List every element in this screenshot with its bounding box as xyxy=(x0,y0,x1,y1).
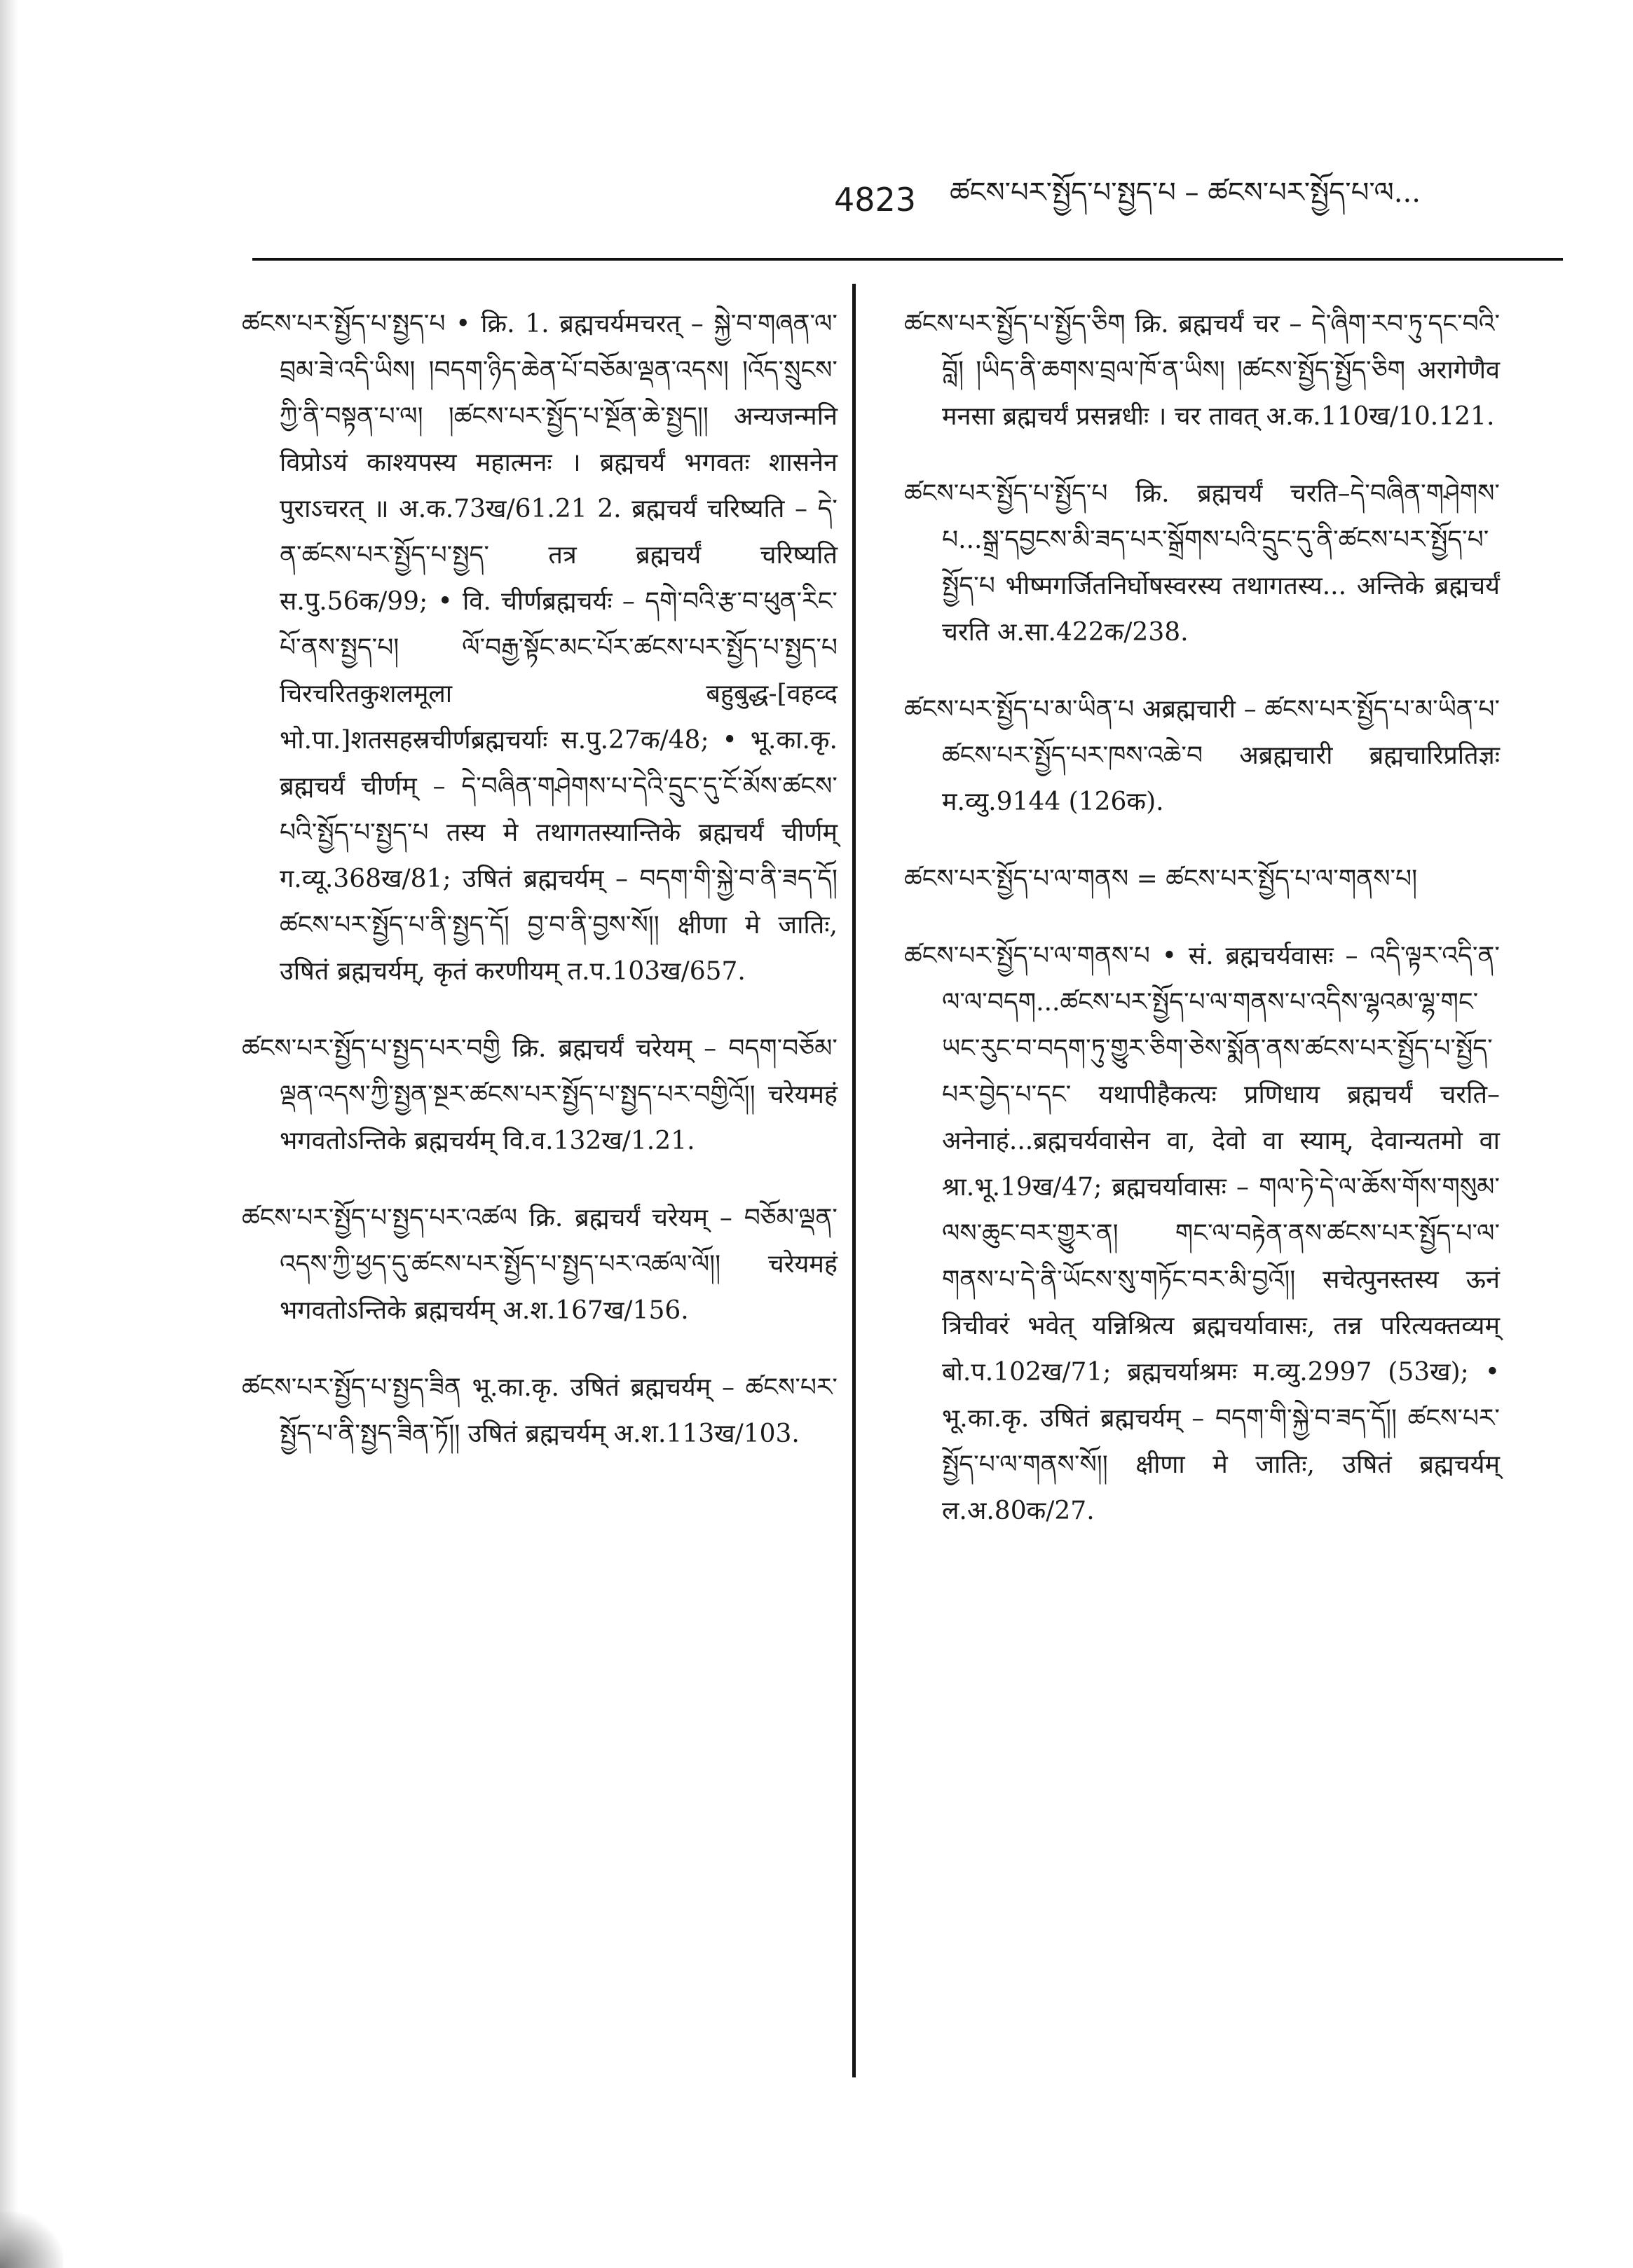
page-number: 4823 xyxy=(834,181,917,219)
dictionary-entry: ཚངས་པར་སྤྱོད་པ་སྤྱད་པར་བགྱི क्रि. ब्रह्मचर्यं चरेयम् – བདག་བཅོམ་ལྡན་འདས་ཀྱི་སྤྱན་སྔར་ཚངས་པར་སྤྱོད་པ་སྤྱད་པར་བགྱིའོ།། चरेयमहं भगवतोऽन्तिके ब्रह्मचर्यम् वि.व.132ख/1.21. xyxy=(242,1034,838,1155)
header-rule xyxy=(252,258,1563,261)
dictionary-entry: ཚངས་པར་སྤྱོད་པ་སྤྱད་ཟིན भू.का.कृ. उषितं ब्रह्मचर्यम् – ཚངས་པར་སྤྱོད་པ་ནི་སྤྱད་ཟིན་ཏོ།། उषितं ब्रह्मचर्यम् अ.श.113ख/103. xyxy=(242,1373,838,1448)
scan-corner-mark xyxy=(0,2212,63,2268)
scan-margin-shadow xyxy=(0,0,18,2268)
dictionary-entry: ཚངས་པར་སྤྱོད་པ་སྤྱོད་ཅིག क्रि. ब्रह्मचर्यं चर – དེ་ཞིག་རབ་ཏུ་དང་བའི་བློ། །ཡིད་ནི་ཆགས་བྲལ་ཁོ་ན་ཡིས། །ཚངས་སྤྱོད་སྤྱོད་ཅིག अरागेणैव मनसा ब्रह्मचर्यं प्रसन्नधीः । चर तावत् अ.क.110ख/10.121. xyxy=(904,310,1500,431)
dictionary-entry: ཚངས་པར་སྤྱོད་པ་སྤྱོད་པ क्रि. ब्रह्मचर्यं चरति–དེ་བཞིན་གཤེགས་པ...སྒྲ་དབྱངས་མི་ཟད་པར་སྒྲོགས་པའི་དྲུང་དུ་ནི་ཚངས་པར་སྤྱོད་པ་སྤྱོད་པ भीष्मगर्जितनिर्घोषस्वरस्य तथागतस्य... अन्तिके ब्रह्मचर्यं चरति अ.सा.422क/238. xyxy=(904,479,1500,647)
dictionary-entry: ཚངས་པར་སྤྱོད་པ་ལ་གནས = ཚངས་པར་སྤྱོད་པ་ལ་གནས་པ། xyxy=(904,865,1418,893)
dictionary-entry: ཚངས་པར་སྤྱོད་པ་མ་ཡིན་པ अब्रह्मचारी – ཚངས་པར་སྤྱོད་པ་མ་ཡིན་པ་ཚངས་པར་སྤྱོད་པར་ཁས་འཆེ་བ अब्रह्मचारी ब्रह्मचारिप्रतिज्ञः म.व्यु.9144 (126क). xyxy=(904,695,1500,816)
left-column xyxy=(242,301,838,1488)
dictionary-entry: ཚངས་པར་སྤྱོད་པ་སྤྱད་པ • क्रि. 1. ब्रह्मचर्यमचरत् – སྐྱེ་བ་གཞན་ལ་བྲམ་ཟེ་འདི་ཡིས། །བདག་ཉིད་ཆེན་པོ་བཅོམ་ལྡན་འདས། །འོད་སྲུངས་ཀྱི་ནི་བསྟན་པ་ལ། །ཚངས་པར་སྤྱོད་པ་སྔོན་ཆེ་སྤྱད།། अन्यजन्मनि विप्रोऽयं काश्यपस्य महात्मनः । ब्रह्मचर्यं भगवतः शासनेन पुराऽचरत् ॥ अ.क.73ख/61.21 2. ब्रह्मचर्यं चरिष्यति – དེ་ན་ཚངས་པར་སྤྱོད་པ་སྤྱད་ तत्र ब्रह्मचर्यं चरिष्यति स.पु.56क/99; • वि. चीर्णब्रह्मचर्यः – དགེ་བའི་རྩ་བ་ཕུན་རིང་པོ་ནས་སྤྱད་པ། ལོ་བརྒྱ་སྟོང་མང་པོར་ཚངས་པར་སྤྱོད་པ་སྤྱད་པ चिरचरितकुशलमूला बहुबुद्ध-[वहव्द भो.पा.]शतसहस्रचीर्णब्रह्मचर्याः स.पु.27क/48; • भू.का.कृ. ब्रह्मचर्यं चीर्णम् – དེ་བཞིན་གཤེགས་པ་དེའི་དྲུང་དུ་ངོ་མོས་ཚངས་པའི་སྤྱོད་པ་སྤྱད་པ तस्य मे तथागतस्यान्तिके ब्रह्मचर्यं चीर्णम् ग.व्यू.368ख/81; उषितं ब्रह्मचर्यम् – བདག་གི་སྐྱེ་བ་ནི་ཟད་དོ། ཚངས་པར་སྤྱོད་པ་ནི་སྤྱད་དོ། བྱ་བ་ནི་བྱས་སོ།། क्षीणा मे जातिः, उषितं ब्रह्मचर्यम्, कृतं करणीयम् त.प.103ख/657. xyxy=(242,310,838,986)
right-column xyxy=(904,301,1500,1565)
column-divider xyxy=(852,284,856,2077)
dictionary-entry: ཚངས་པར་སྤྱོད་པ་སྤྱད་པར་འཚལ क्रि. ब्रह्मचर्यं चरेयम् – བཅོམ་ལྡན་འདས་ཀྱི་ཕྱད་དུ་ཚངས་པར་སྤྱོད་པ་སྤྱད་པར་འཚལ་ལོ།། चरेयमहं भगवतोऽन्तिके ब्रह्मचर्यम् अ.श.167ख/156. xyxy=(242,1204,838,1325)
running-head: ཚངས་པར་སྤྱོད་པ་སྤྱད་པ – ཚངས་པར་སྤྱོད་པ་ལ... xyxy=(950,176,1421,209)
page-header xyxy=(834,168,1542,231)
dictionary-entry: ཚངས་པར་སྤྱོད་པ་ལ་གནས་པ • सं. ब्रह्मचर्यवासः – འདི་ལྟར་འདི་ན་ལ་ལ་བདག...ཚངས་པར་སྤྱོད་པ་ལ་གནས་པ་འདིས་ལྷའམ་ལྷ་གང་ཡང་རུང་བ་བདག་ཏུ་གྱུར་ཅིག་ཅེས་སྨོན་ནས་ཚངས་པར་སྤྱོད་པ་སྤྱོད་པར་བྱེད་པ་དང་ यथापीहैकत्यः प्रणिधाय ब्रह्मचर्यं चरति–अनेनाहं...ब्रह्मचर्यवासेन वा, देवो वा स्याम्, देवान्यतमो वा श्रा.भू.19ख/47; ब्रह्मचर्यावासः – གལ་ཏེ་དེ་ལ་ཆོས་གོས་གསུམ་ལས་ཆུང་བར་གྱུར་ན། གང་ལ་བརྟེན་ནས་ཚངས་པར་སྤྱོད་པ་ལ་གནས་པ་དེ་ནི་ཡོངས་སུ་གཏོང་བར་མི་བྱའོ།། सचेत्पुनस्तस्य ऊनं त्रिचीवरं भवेत् यन्निश्रित्य ब्रह्मचर्यावासः, तन्न परित्यक्तव्यम् बो.प.102ख/71; ब्रह्मचर्याश्रमः म.व्यु.2997 (53ख); • भू.का.कृ. उषितं ब्रह्मचर्यम् – བདག་གི་སྐྱེ་བ་ཟད་དོ།། ཚངས་པར་སྤྱོད་པ་ལ་གནས་སོ།། क्षीणा मे जातिः, उषितं ब्रह्मचर्यम् ल.अ.80क/27. xyxy=(904,942,1500,1525)
